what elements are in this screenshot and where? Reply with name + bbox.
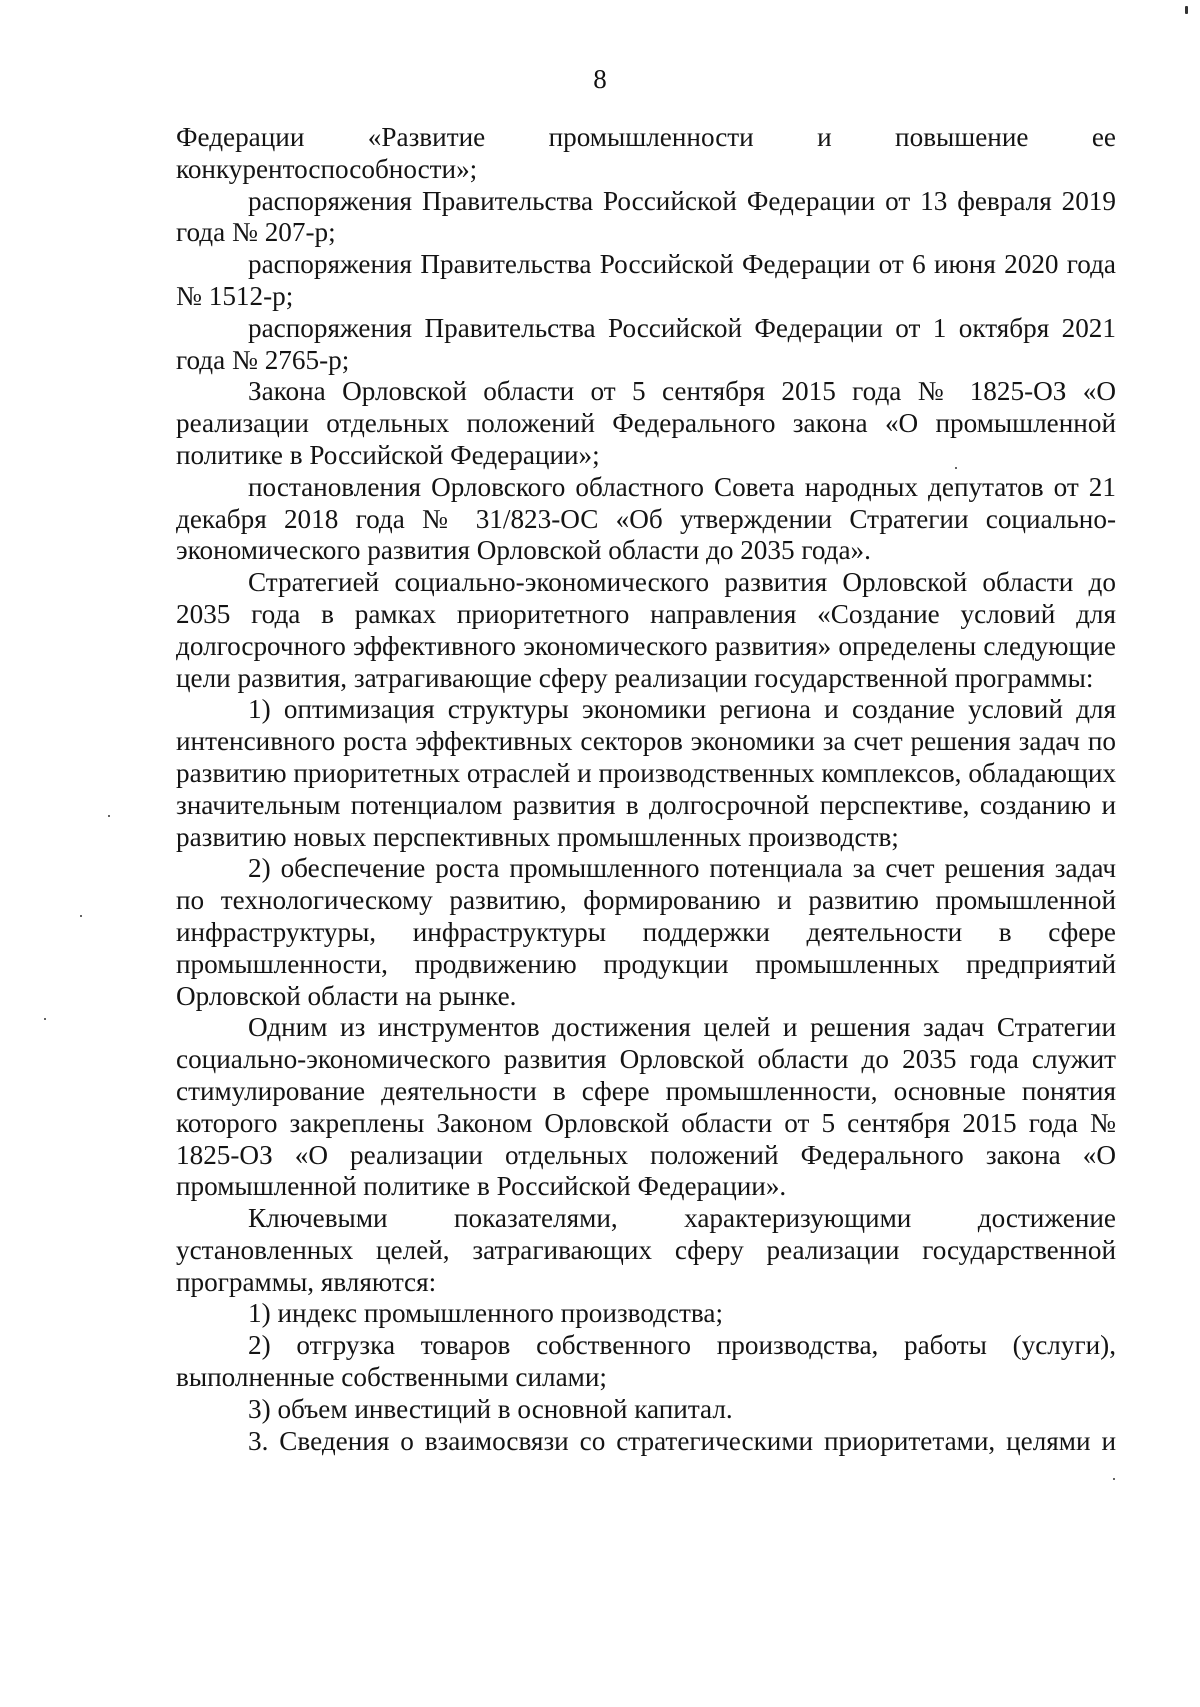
scan-speck	[80, 915, 82, 917]
scan-speck	[108, 815, 110, 817]
paragraph-15: 3. Сведения о взаимосвязи со стратегическими приоритетами, целями и	[248, 1425, 1116, 1456]
document-body	[176, 122, 1116, 1457]
paragraph-13: 2) отгрузка товаров собственного производства, работы (услуги), выполненные собственными силами;	[176, 1330, 1116, 1393]
paragraph-4: распоряжения Правительства Российской Федерации от 1 октября 2021 года № 2765-р;	[176, 312, 1116, 375]
scan-speck	[1113, 1478, 1115, 1480]
paragraph-6: постановления Орловского областного Совета народных депутатов от 21 декабря 2018 года № 31/823-ОС «Об утверждении Стратегии социально-экономического развития Орловской области до 2035 года».	[176, 471, 1116, 566]
paragraph-7: Стратегией социально-экономического развития Орловской области до 2035 года в рамках приоритетного направления «Создание условий для долгосрочного эффективного экономического развития» определены следующие цели развития, затрагивающие сферу реализации государственной программы:	[176, 567, 1116, 693]
paragraph-8: 1) оптимизация структуры экономики региона и создание условий для интенсивного роста эффективных секторов экономики за счет решения задач по развитию приоритетных отраслей и производственных комплексов, обладающих значительным потенциалом развития в долгосрочной перспективе, созданию и развитию новых перспективных промышленных производств;	[176, 694, 1116, 852]
paragraph-1: Федерации «Развитие промышленности и повышение ее конкурентоспособности»;	[176, 122, 1116, 184]
paragraph-11: Ключевыми показателями, характеризующими достижение установленных целей, затрагивающих сферу реализации государственной программы, являются:	[176, 1203, 1116, 1297]
paragraph-2: распоряжения Правительства Российской Федерации от 13 февраля 2019 года № 207-р;	[176, 185, 1116, 248]
paragraph-9: 2) обеспечение роста промышленного потенциала за счет решения задач по технологическому развитию, формированию и развитию промышленной инфраструктуры, инфраструктуры поддержки деятельности в сфере промышленности, продвижению продукции промышленных предприятий Орловской области на рынке.	[176, 853, 1116, 1011]
scan-speck	[44, 1018, 46, 1020]
scan-speck	[955, 467, 957, 469]
paragraph-10: Одним из инструментов достижения целей и решения задач Стратегии социально-экономического развития Орловской области до 2035 года служит стимулирование деятельности в сфере промышленности, основные понятия которого закреплены Законом Орловской области от 5 сентября 2015 года № 1825-ОЗ «О реализации отдельных положений Федерального закона «О промышленной политике в Российской Федерации».	[176, 1012, 1116, 1202]
page-number: 8	[593, 64, 607, 94]
paragraph-12: 1) индекс промышленного производства;	[248, 1298, 724, 1329]
paragraph-3: распоряжения Правительства Российской Федерации от 6 июня 2020 года № 1512-р;	[176, 249, 1116, 311]
paragraph-14: 3) объем инвестиций в основной капитал.	[248, 1393, 733, 1424]
paragraph-5: Закона Орловской области от 5 сентября 2015 года № 1825-ОЗ «О реализации отдельных положений Федерального закона «О промышленной политике в Российской Федерации»;	[176, 376, 1116, 470]
scan-speck	[1185, 6, 1188, 14]
